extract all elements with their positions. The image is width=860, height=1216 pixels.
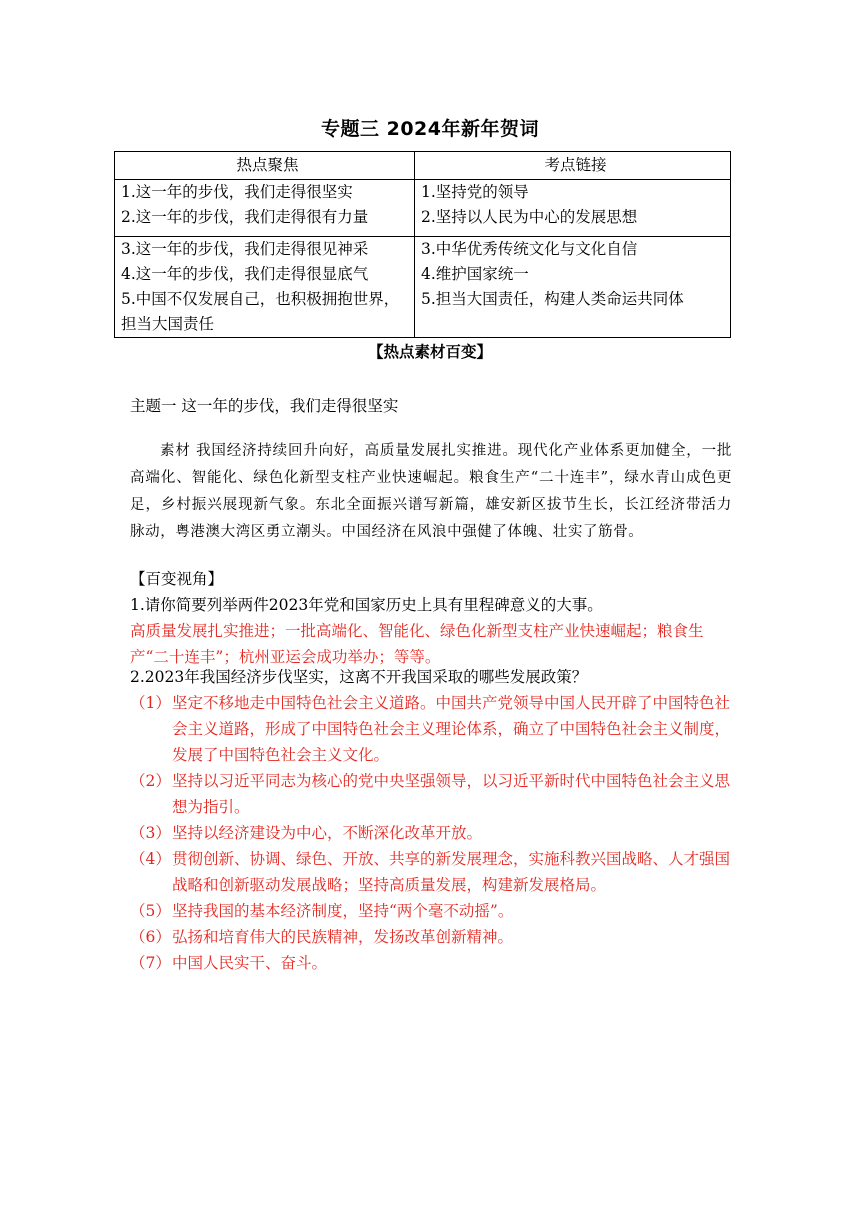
item-text: 弘扬和培育伟大的民族精神，发扬改革创新精神。 xyxy=(172,928,514,946)
item-text: 中国人民实干、奋斗。 xyxy=(172,954,328,972)
table-cell xyxy=(115,180,415,237)
question-2: 2.2023年我国经济步伐坚实，这离不开我国采取的哪些发展政策？ xyxy=(130,668,588,686)
answer-item xyxy=(130,820,734,846)
answer-item xyxy=(130,690,734,768)
cell-line: 1.坚持党的领导 xyxy=(421,183,529,201)
section-heading: 【热点素材百变】 xyxy=(367,342,492,361)
item-number: （2） xyxy=(130,772,171,790)
table-row xyxy=(115,237,731,338)
item-text: 坚持以习近平同志为核心的党中央坚强领导，以习近平新时代中国特色社会主义思想为指引。 xyxy=(172,772,731,816)
item-number: （3） xyxy=(130,824,171,842)
answer-1: 高质量发展扎实推进；一批高端化、智能化、绿色化新型支柱产业快速崛起；粮食生产“二十连丰”；杭州亚运会成功举办；等等。 xyxy=(130,622,704,666)
answer-item xyxy=(130,768,734,820)
answer-item xyxy=(130,898,734,924)
item-number: （1） xyxy=(130,694,171,712)
hotspot-table xyxy=(114,151,731,338)
cell-line: 3.这一年的步伐，我们走得很见神采 xyxy=(121,240,369,258)
answer-item xyxy=(130,924,734,950)
table-cell xyxy=(415,180,731,237)
cell-line: 2.这一年的步伐，我们走得很有力量 xyxy=(121,208,369,226)
table-header-row xyxy=(115,152,731,180)
item-number: （4） xyxy=(130,850,171,868)
table-row xyxy=(115,180,731,237)
cell-line: 4.维护国家统一 xyxy=(421,265,529,283)
cell-line: 5.担当大国责任，构建人类命运共同体 xyxy=(421,290,684,308)
page-title: 专题三 2024年新年贺词 xyxy=(321,118,539,140)
cell-line: 4.这一年的步伐，我们走得很显底气 xyxy=(121,265,369,283)
answer-item xyxy=(130,950,734,976)
item-text: 贯彻创新、协调、绿色、开放、共享的新发展理念，实施科教兴国战略、人才强国战略和创新驱动发展战略；坚持高质量发展，构建新发展格局。 xyxy=(172,850,731,894)
table-cell xyxy=(415,237,731,338)
item-number: （5） xyxy=(130,902,171,920)
item-number: （7） xyxy=(130,954,171,972)
cell-line: 3.中华优秀传统文化与文化自信 xyxy=(421,240,638,258)
question-1: 1.请你简要列举两件2023年党和国家历史上具有里程碑意义的大事。 xyxy=(130,596,603,614)
cell-line: 2.坚持以人民为中心的发展思想 xyxy=(421,208,638,226)
item-text: 坚持以经济建设为中心，不断深化改革开放。 xyxy=(172,824,483,842)
perspective-heading: 【百变视角】 xyxy=(130,570,224,588)
material-paragraph: 素材 我国经济持续回升向好，高质量发展扎实推进。现代化产业体系更加健全，一批高端化、智能化、绿色化新型支柱产业快速崛起。粮食生产“二十连丰”，绿水青山成色更足，乡村振兴展现新气象。东北全面振兴谱写新篇，雄安新区拔节生长，长江经济带活力脉动，粤港澳大湾区勇立潮头。中国经济在风浪中强健了体魄、壮实了筋骨。 xyxy=(130,443,732,540)
item-text: 坚持我国的基本经济制度，坚持“两个毫不动摇”。 xyxy=(172,902,514,920)
item-text: 坚定不移地走中国特色社会主义道路。中国共产党领导中国人民开辟了中国特色社会主义道路，形成了中国特色社会主义理论体系，确立了中国特色社会主义制度，发展了中国特色社会主义文化。 xyxy=(172,694,731,764)
table-cell xyxy=(115,237,415,338)
item-number: （6） xyxy=(130,928,171,946)
answer-2-list xyxy=(130,690,734,976)
cell-line: 1.这一年的步伐，我们走得很坚实 xyxy=(121,183,353,201)
answer-item xyxy=(130,846,734,898)
table-header: 考点链接 xyxy=(415,152,731,180)
theme-heading: 主题一 这一年的步伐，我们走得很坚实 xyxy=(130,397,399,415)
cell-line: 5.中国不仅发展自己，也积极拥抱世界，担当大国责任 xyxy=(121,290,400,333)
table-header: 热点聚焦 xyxy=(115,152,415,180)
